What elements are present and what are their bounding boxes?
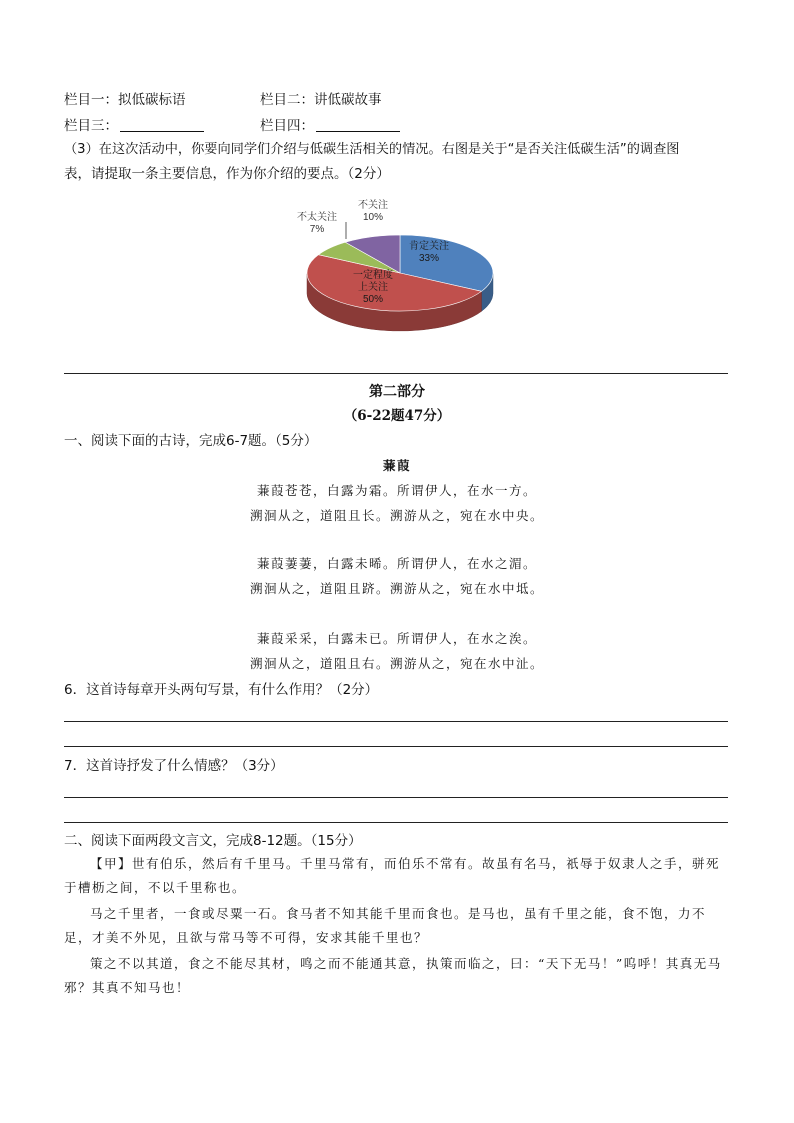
question-3-line-2: 表，请提取一条主要信息，作为你介绍的要点。（2分） [64, 166, 390, 182]
poem-line: 蒹葭萋萋，白露未晞。所谓伊人，在水之湄。 [256, 556, 537, 571]
pie-label: 不关注 10% [358, 200, 388, 223]
answer-line[interactable] [64, 721, 728, 722]
classical-text-paragraph: 策之不以其道，食之不能尽其材，鸣之而不能通其意，执策而临之，曰：“天下无马！”呜呼！其真无马邪？其真不知马也！ [64, 956, 722, 995]
classical-text-paragraph: 【甲】世有伯乐，然后有千里马。千里马常有，而伯乐不常有。故虽有名马，祇辱于奴隶人之手，骈死于槽枥之间，不以千里称也。 [64, 856, 721, 895]
question-7: 7．这首诗抒发了什么情感？（3分） [64, 758, 284, 774]
question-3-line-1: （3）在这次活动中，你要向同学们介绍与低碳生活相关的情况。右图是关于“是否关注低碳生活”的调查图 [64, 142, 680, 157]
answer-line[interactable] [64, 746, 728, 747]
section-divider [64, 373, 728, 374]
column-two-label: 栏目二：讲低碳故事 [260, 92, 382, 108]
part-subtitle: （6-22题47分） [343, 408, 451, 424]
column-three [64, 116, 204, 136]
poem-line: 溯洄从之，道阻且跻。溯游从之，宛在水中坻。 [249, 581, 544, 596]
column-three-blank[interactable] [120, 117, 204, 132]
pie-label: 肯定关注 33% [409, 241, 449, 264]
section-two-heading: 二、阅读下面两段文言文，完成8-12题。（15分） [64, 833, 362, 849]
part-title: 第二部分 [369, 384, 425, 400]
column-four-blank[interactable] [316, 117, 400, 132]
column-four [260, 116, 400, 136]
poem-title: 蒹葭 [382, 458, 411, 473]
classical-text-paragraph: 马之千里者，一食或尽粟一石。食马者不知其能千里而食也。是马也，虽有千里之能，食不饱，力不足，才美不外见，且欲与常马等不可得，安求其能千里也？ [64, 906, 707, 945]
column-four-label: 栏目四： [260, 118, 314, 134]
answer-line[interactable] [64, 822, 728, 823]
column-one-label: 栏目一：拟低碳标语 [64, 92, 186, 108]
column-three-label: 栏目三： [64, 118, 118, 134]
section-one-heading: 一、阅读下面的古诗，完成6-7题。（5分） [64, 433, 318, 449]
poem-line: 溯洄从之，道阻且长。溯游从之，宛在水中央。 [249, 508, 544, 523]
poem-line: 蒹葭苍苍，白露为霜。所谓伊人，在水一方。 [256, 483, 537, 498]
question-6: 6．这首诗每章开头两句写景，有什么作用？（2分） [64, 682, 379, 698]
answer-line[interactable] [64, 797, 728, 798]
poem-line: 溯洄从之，道阻且右。溯游从之，宛在水中沚。 [249, 656, 544, 671]
pie-chart [285, 195, 515, 355]
poem-line: 蒹葭采采，白露未已。所谓伊人，在水之涘。 [256, 631, 537, 646]
pie-label: 一定程度上关注 50% [353, 270, 393, 305]
pie-label: 不太关注 7% [297, 212, 337, 235]
